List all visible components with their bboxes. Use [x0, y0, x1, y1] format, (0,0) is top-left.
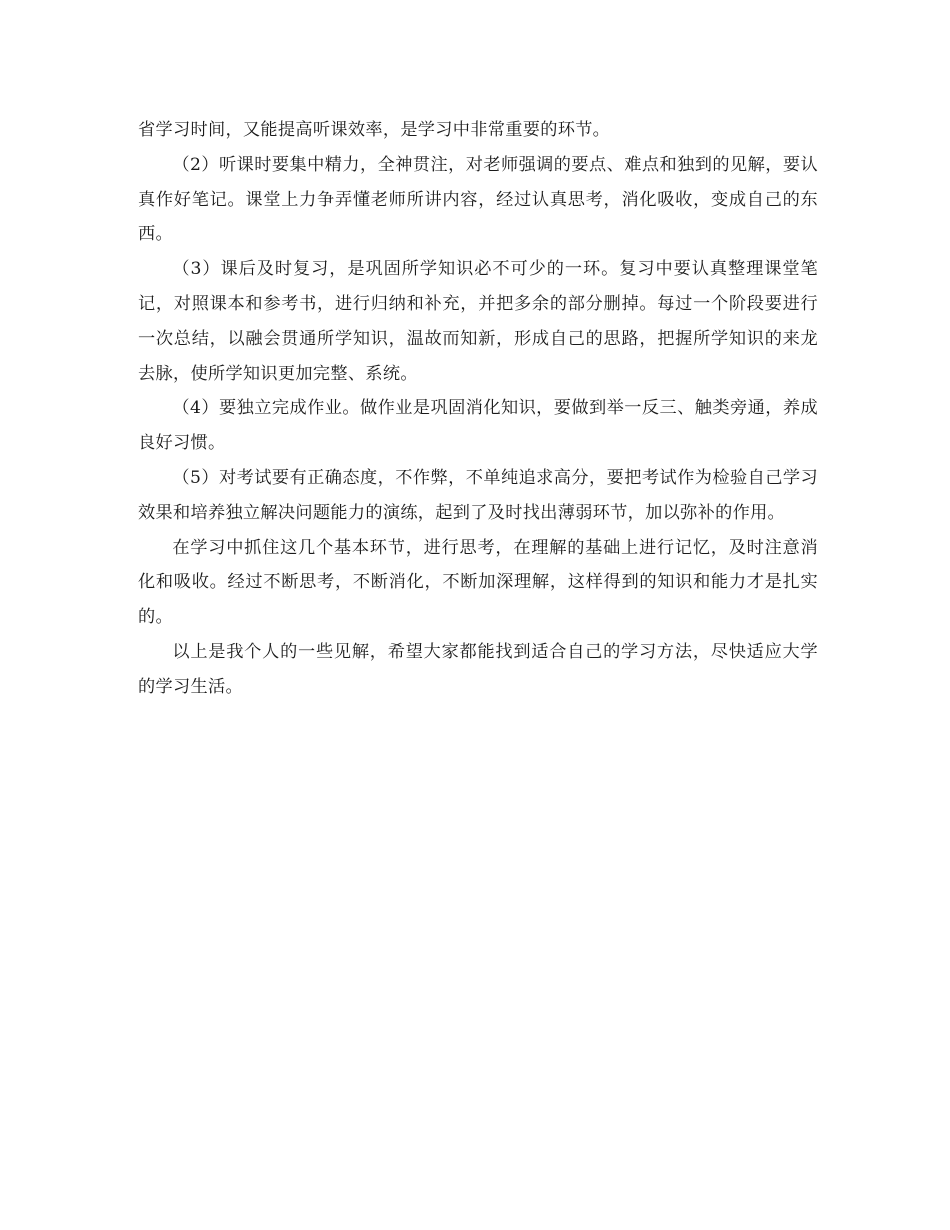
paragraph-item-5: （5）对考试要有正确态度，不作弊，不单纯追求高分，要把考试作为检验自己学习效果和培养独立解决问题能力的演练，起到了及时找出薄弱环节，加以弥补的作用。 [138, 467, 818, 523]
paragraph-item-3: （3）课后及时复习，是巩固所学知识必不可少的一环。复习中要认真整理课堂笔记，对照课本和参考书，进行归纳和补充，并把多余的部分删掉。每过一个阶段要进行一次总结，以融会贯通所学知识，温故而知新，形成自己的思路，把握所学知识的来龙去脉，使所学知识更加完整、系统。 [138, 259, 818, 384]
paragraph-continuation: 省学习时间，又能提高听课效率，是学习中非常重要的环节。 [138, 120, 611, 140]
paragraph-item-4: （4）要独立完成作业。做作业是巩固消化知识，要做到举一反三、触类旁通，养成良好习惯。 [138, 398, 818, 454]
paragraph-closing: 以上是我个人的一些见解，希望大家都能找到适合自己的学习方法，尽快适应大学的学习生活。 [138, 641, 818, 697]
paragraph-summary: 在学习中抓住这几个基本环节，进行思考，在理解的基础上进行记忆，及时注意消化和吸收。经过不断思考，不断消化，不断加深理解，这样得到的知识和能力才是扎实的。 [138, 537, 818, 628]
document-body [138, 113, 818, 705]
paragraph-item-2: （2）听课时要集中精力，全神贯注，对老师强调的要点、难点和独到的见解，要认真作好笔记。课堂上力争弄懂老师所讲内容，经过认真思考，消化吸收，变成自己的东西。 [138, 154, 818, 245]
